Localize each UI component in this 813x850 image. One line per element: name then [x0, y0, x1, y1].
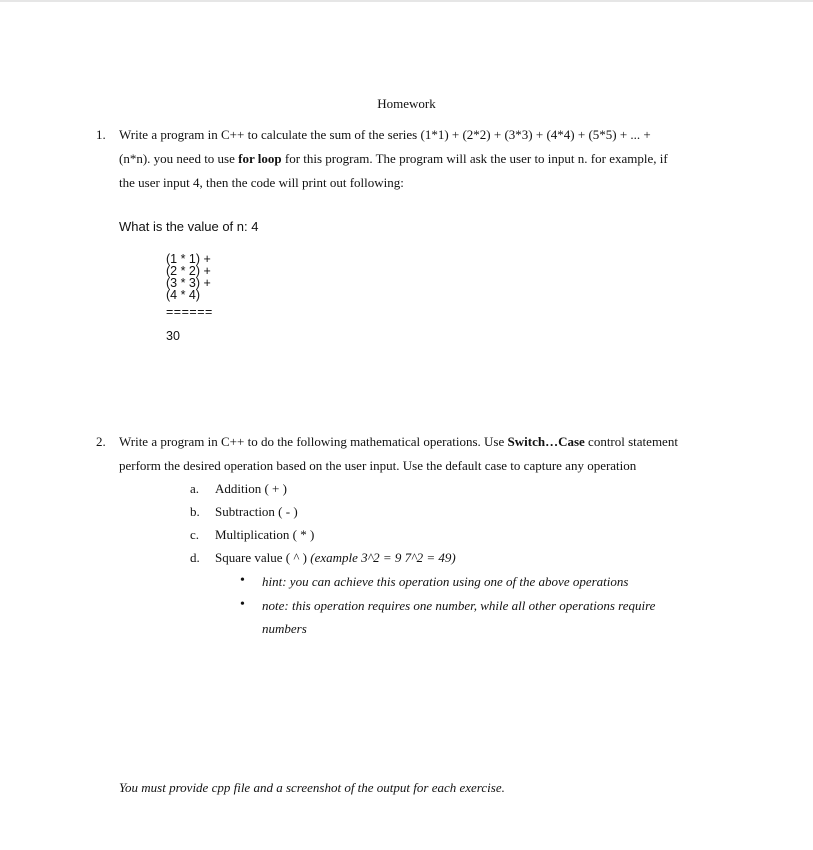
requirement-note: note: this operation requires one number, while all other operations require	[262, 598, 656, 613]
list-item-label: c.	[190, 527, 200, 542]
list-item-label: d.	[190, 550, 200, 565]
square-example: (example 3^2 = 9 7^2 = 49)	[310, 550, 456, 565]
page-title: Homework	[377, 96, 436, 111]
question-2-line-1-end: control statement	[584, 434, 678, 449]
question-1-line-1: Write a program in C++ to calculate the sum of the series (1*1) + (2*2) + (3*3) + (4*4) + (5*5) + ... +	[119, 127, 651, 142]
list-item-label: a.	[190, 481, 200, 496]
hint-note: hint: you can achieve this operation using one of the above operations	[262, 574, 629, 589]
question-1-line-2-end: for this program. The program will ask the user to input n. for example, if	[281, 151, 668, 166]
list-item-square	[215, 550, 456, 566]
list-item-addition: Addition ( + )	[215, 481, 287, 496]
list-item-label: b.	[190, 504, 200, 519]
console-result: 30	[166, 329, 180, 343]
console-row: (3 * 3) +	[166, 276, 211, 290]
question-2-line-1-start: Write a program in C++ to do the following mathematical operations. Use	[119, 434, 508, 449]
console-row: (4 * 4)	[166, 288, 201, 302]
question-2-line-2: perform the desired operation based on the user input. Use the default case to capture any operation	[119, 458, 637, 473]
console-prompt: What is the value of n: 4	[119, 219, 259, 234]
console-row: (2 * 2) +	[166, 264, 211, 278]
for-loop-keyword: for loop	[238, 151, 282, 166]
submission-instructions: You must provide cpp file and a screenshot of the output for each exercise.	[119, 780, 505, 795]
switch-case-keyword: Switch…Case	[507, 434, 585, 449]
list-item-multiplication: Multiplication ( * )	[215, 527, 315, 542]
list-item-subtraction: Subtraction ( - )	[215, 504, 298, 519]
question-1-line-3: the user input 4, then the code will print out following:	[119, 175, 404, 190]
question-1-line-2-start: (n*n). you need to use	[119, 151, 239, 166]
question-2-line-1	[119, 434, 678, 450]
console-row: (1 * 1) +	[166, 252, 211, 266]
square-value-text: Square value ( ^ )	[215, 550, 311, 565]
console-separator: ======	[166, 305, 213, 319]
bullet-icon: •	[240, 573, 245, 588]
page-top-border	[0, 0, 813, 2]
requirement-note-continuation: numbers	[262, 621, 307, 636]
question-2-number: 2.	[96, 434, 106, 449]
question-1-line-2	[119, 151, 668, 167]
bullet-icon: •	[240, 597, 245, 612]
question-1-number: 1.	[96, 127, 106, 142]
